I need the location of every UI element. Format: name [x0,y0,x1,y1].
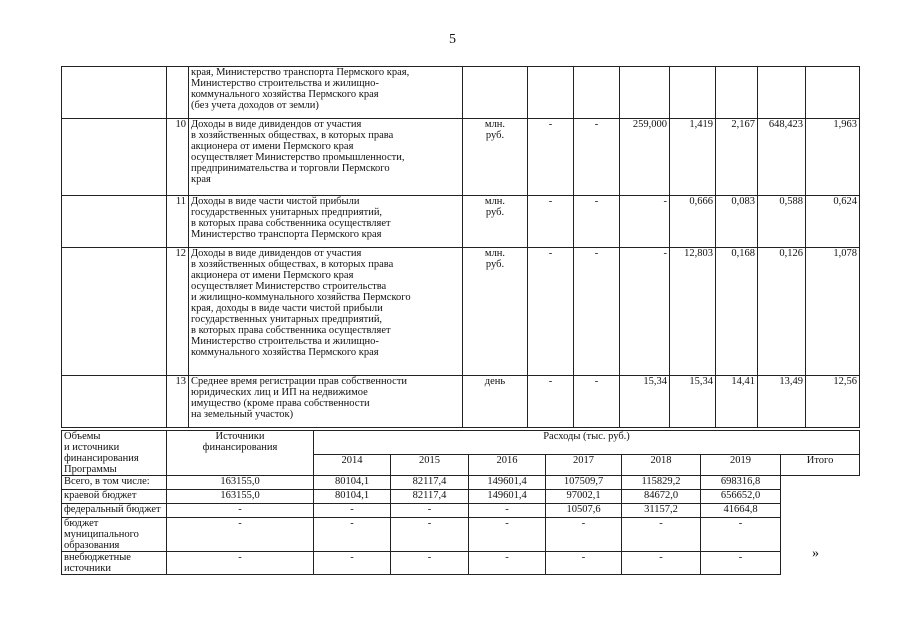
indicator-value: 12,803 [670,248,716,376]
indicator-value: - [620,248,670,376]
indicator-value: 0,588 [758,196,806,248]
indicator-value: 1,419 [670,119,716,196]
indicator-value [670,67,716,119]
indicator-value [716,67,758,119]
funding-source-label: краевой бюджет [62,490,167,504]
indicator-value: - [528,376,574,428]
funding-value: 698316,8 [701,476,781,490]
expenses-header: Расходы (тыс. руб.) [314,431,860,455]
indicator-value: 15,34 [620,376,670,428]
indicator-value: 1,963 [806,119,860,196]
indicator-value: 15,34 [670,376,716,428]
funding-value: - [469,552,546,575]
funding-value: - [314,518,391,552]
indicator-row [62,248,860,376]
funding-value: 84672,0 [622,490,701,504]
funding-value: 80104,1 [314,490,391,504]
funding-value: - [701,552,781,575]
year-header: 2017 [546,455,622,476]
left-blank-cell [62,67,167,119]
indicator-value: - [528,248,574,376]
funding-row [62,552,860,575]
indicator-row [62,376,860,428]
indicator-unit: млн. руб. [463,196,528,248]
indicator-value: - [528,196,574,248]
funding-value: 97002,1 [546,490,622,504]
funding-value: - [391,518,469,552]
funding-value: - [314,504,391,518]
left-blank-cell [62,119,167,196]
indicator-value: - [574,376,620,428]
indicator-value: - [574,248,620,376]
indicator-value: 0,168 [716,248,758,376]
indicator-value: - [574,196,620,248]
indicator-number: 10 [167,119,189,196]
indicator-value: - [574,119,620,196]
indicator-name: Среднее время регистрации прав собственности юридических лиц и ИП на недвижимое имущество (кроме права собственности на земельный участок) [189,376,463,428]
indicator-row [62,119,860,196]
indicator-row [62,196,860,248]
funding-value: - [167,552,314,575]
funding-value: 82117,4 [391,490,469,504]
funding-value: - [469,504,546,518]
year-header: 2019 [701,455,781,476]
indicator-number: 12 [167,248,189,376]
left-blank-cell [62,248,167,376]
indicator-name: Доходы в виде дивидендов от участия в хозяйственных обществах, в которых права акционера от имени Пермского края осуществляет Министерство промышленности, предпринимательства и торговли Пермского края [189,119,463,196]
indicator-value: - [528,119,574,196]
indicator-value: 13,49 [758,376,806,428]
closing-quote: » [812,546,819,561]
indicator-unit: млн. руб. [463,248,528,376]
funding-value: - [391,552,469,575]
funding-value: - [622,518,701,552]
indicator-value: 0,083 [716,196,758,248]
funding-value: - [701,518,781,552]
funding-value: - [546,518,622,552]
funding-value: 41664,8 [701,504,781,518]
year-header: 2016 [469,455,546,476]
funding-value: - [167,504,314,518]
indicator-unit [463,67,528,119]
funding-row [62,504,860,518]
funding-value: 163155,0 [167,476,314,490]
funding-value: 31157,2 [622,504,701,518]
indicator-value [574,67,620,119]
indicator-number: 11 [167,196,189,248]
funding-value: 82117,4 [391,476,469,490]
indicator-value [758,67,806,119]
funding-value: - [622,552,701,575]
funding-value: 107509,7 [546,476,622,490]
indicator-name: Доходы в виде дивидендов от участия в хозяйственных обществах, в которых права акционера от имени Пермского края осуществляет Министерство строительства и жилищно-коммунального хозяйства Пермского края, доходы в виде части чистой прибыли государственных унитарных предприятий, в которых права собственника осуществляет Министерство строительства и жилищно- коммунального хозяйства Пермского края [189,248,463,376]
indicator-value [528,67,574,119]
year-header: 2014 [314,455,391,476]
funding-value: 149601,4 [469,476,546,490]
funding-source-label: федеральный бюджет [62,504,167,518]
year-header: 2018 [622,455,701,476]
indicator-value: 12,56 [806,376,860,428]
funding-value: 10507,6 [546,504,622,518]
funding-value: 163155,0 [167,490,314,504]
indicator-value: 2,167 [716,119,758,196]
page-number: 5 [449,32,456,47]
funding-value: - [391,504,469,518]
indicator-value: 1,078 [806,248,860,376]
left-blank-cell [62,376,167,428]
indicator-value: 259,000 [620,119,670,196]
total-header: Итого [781,455,860,476]
indicators-table [61,66,860,428]
indicator-number: 13 [167,376,189,428]
funding-section-label: Объемы и источники финансирования Программы [62,431,167,476]
year-header: 2015 [391,455,469,476]
indicator-unit: день [463,376,528,428]
indicator-value [620,67,670,119]
indicator-value: 14,41 [716,376,758,428]
indicator-number [167,67,189,119]
indicator-value: 0,666 [670,196,716,248]
indicator-value: - [620,196,670,248]
funding-value: 80104,1 [314,476,391,490]
indicator-name: края, Министерство транспорта Пермского края, Министерство строительства и жилищно- коммунального хозяйства Пермского края (без учета доходов от земли) [189,67,463,119]
funding-source-label: внебюджетные источники [62,552,167,575]
indicator-value: 0,126 [758,248,806,376]
sources-header: Источники финансирования [167,431,314,476]
funding-table [61,430,860,575]
indicator-name: Доходы в виде части чистой прибыли государственных унитарных предприятий, в которых права собственника осуществляет Министерство транспорта Пермского края [189,196,463,248]
indicator-value [806,67,860,119]
indicator-unit: млн. руб. [463,119,528,196]
left-blank-cell [62,196,167,248]
funding-value: - [469,518,546,552]
funding-value: 149601,4 [469,490,546,504]
indicator-row [62,67,860,119]
funding-value: 115829,2 [622,476,701,490]
funding-value: - [546,552,622,575]
indicator-value: 0,624 [806,196,860,248]
funding-value: - [167,518,314,552]
funding-source-label: бюджет муниципального образования [62,518,167,552]
funding-value: 656652,0 [701,490,781,504]
funding-row [62,518,860,552]
indicator-value: 648,423 [758,119,806,196]
funding-value: - [314,552,391,575]
funding-source-label: Всего, в том числе: [62,476,167,490]
funding-row [62,490,860,504]
funding-row [62,476,860,490]
